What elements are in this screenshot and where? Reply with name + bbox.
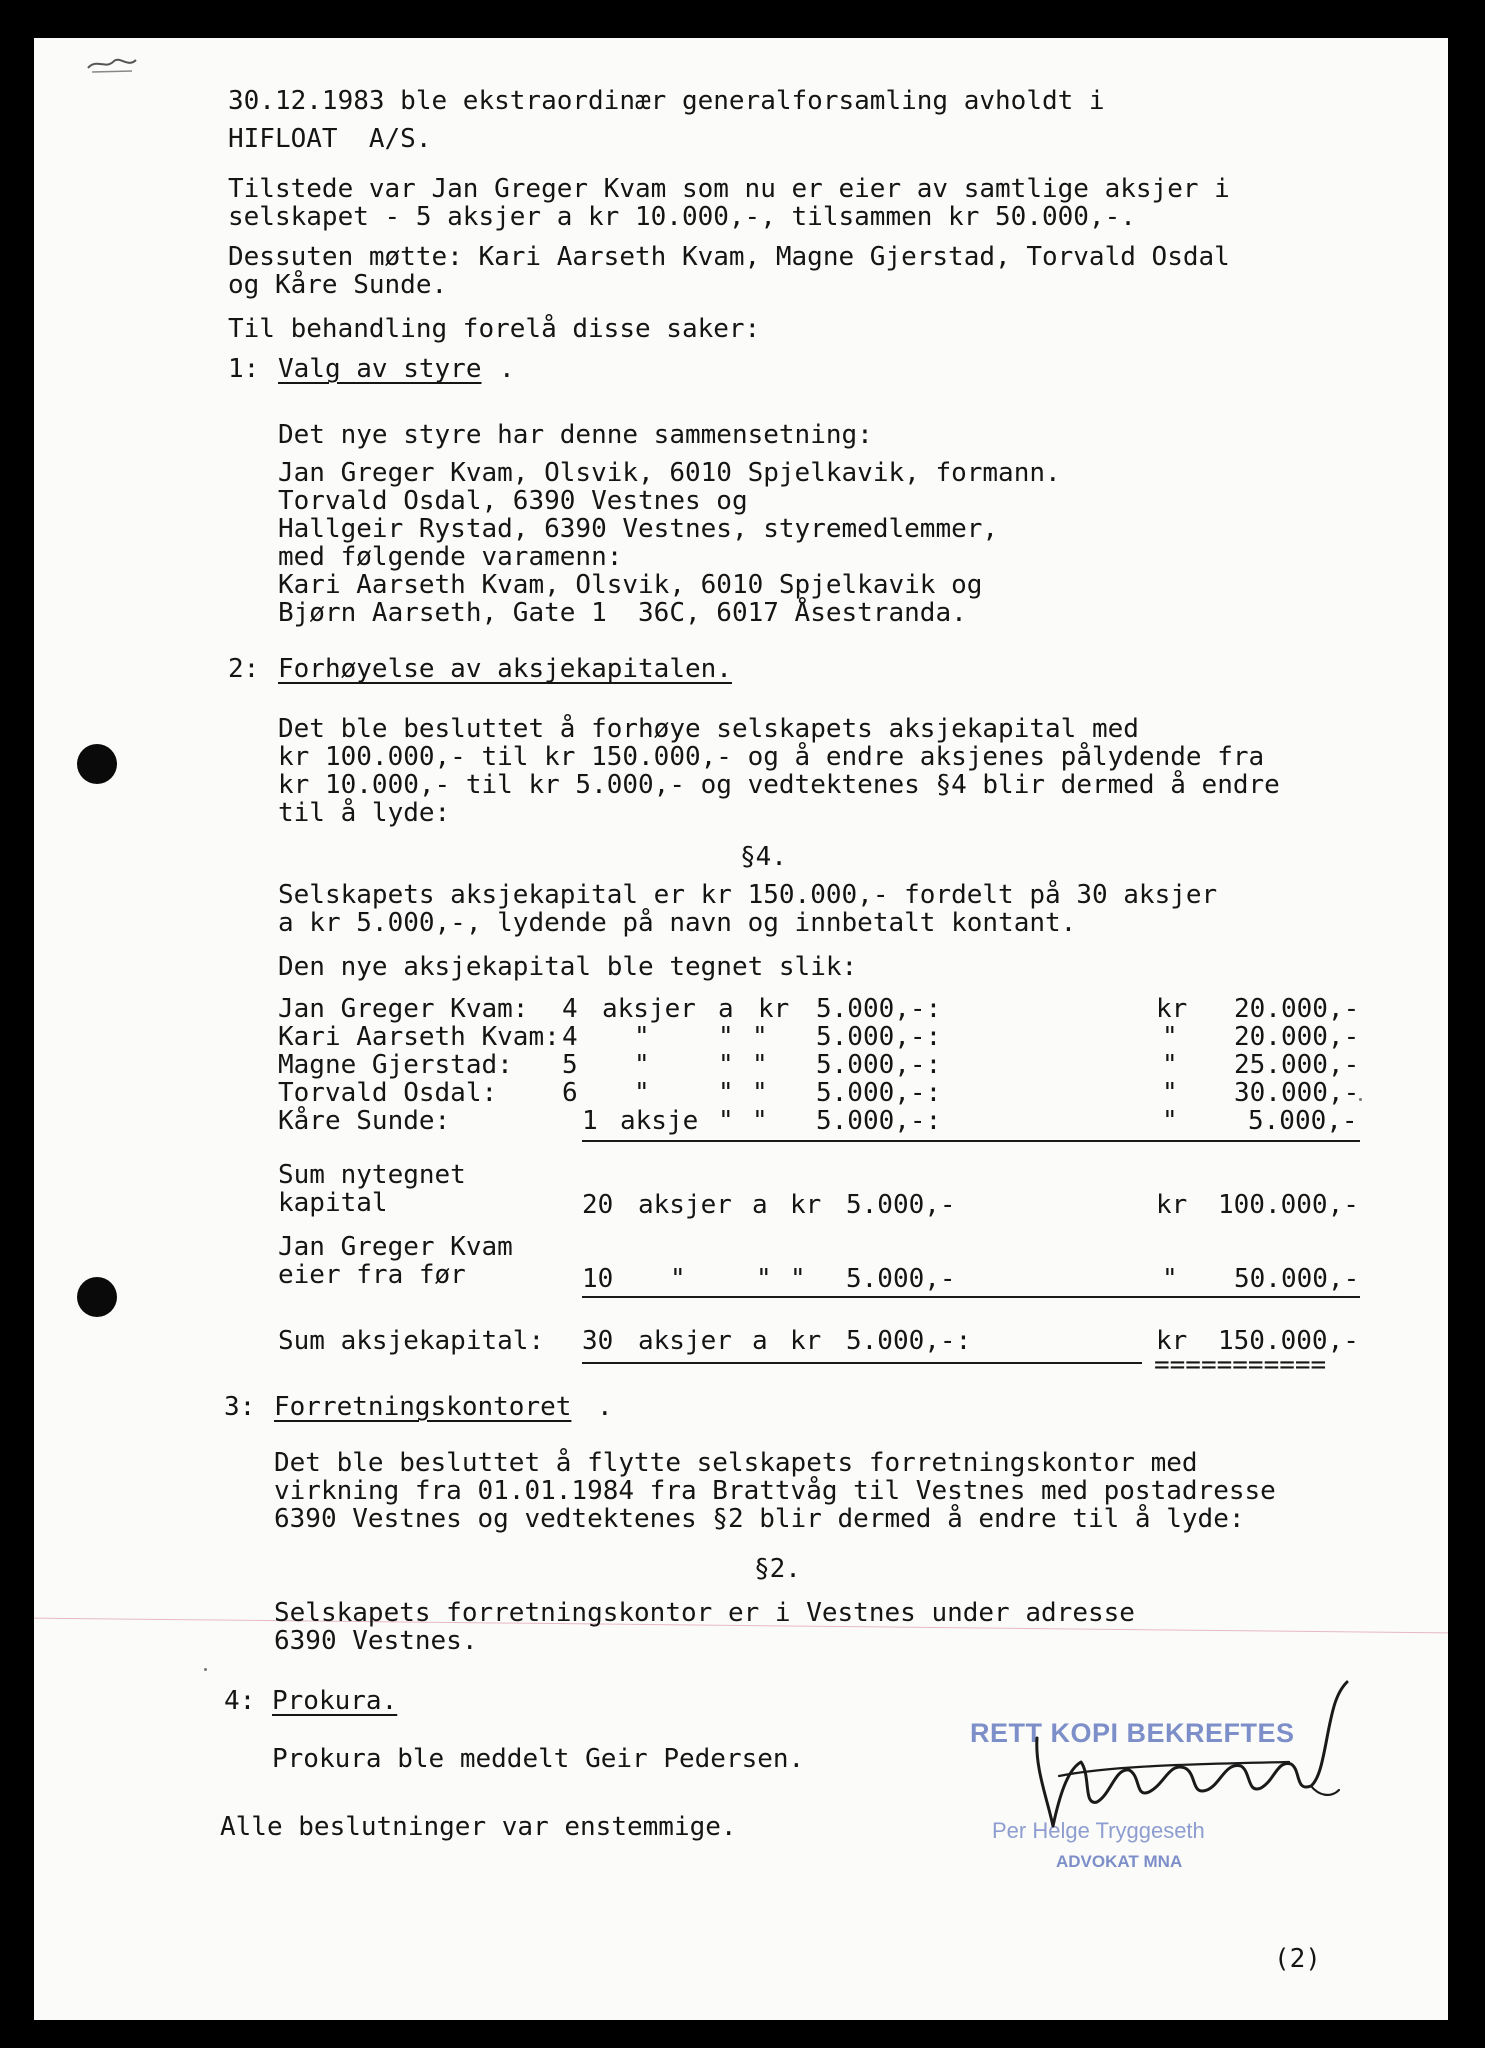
section-text: 6390 Vestnes. <box>274 1626 478 1656</box>
share-price: 5.000,-: <box>816 1050 942 1080</box>
total-label: Sum aksjekapital: <box>278 1326 545 1356</box>
amount-value: 25.000,- <box>1234 1050 1360 1080</box>
shareholder-name: Magne Gjerstad: <box>278 1050 513 1080</box>
share-unit: " <box>634 1050 650 1080</box>
share-price: 5.000,-: <box>816 1022 942 1052</box>
section-text: Selskapets forretningskontor er i Vestnes under adresse <box>274 1598 1135 1628</box>
prior-label: eier fra før <box>278 1260 466 1290</box>
paper-speck <box>204 1668 207 1671</box>
board-member-line: Kari Aarseth Kvam, Olsvik, 6010 Spjelkavik og <box>278 570 983 600</box>
share-unit: " <box>634 1022 650 1052</box>
shareholder-name: Torvald Osdal: <box>278 1078 498 1108</box>
intro-line: Til behandling forelå disse saker: <box>228 314 761 344</box>
amount-value: 100.000,- <box>1218 1190 1359 1220</box>
share-kr: " <box>752 1050 768 1080</box>
share-count: 1 <box>582 1106 598 1136</box>
share-a: a <box>718 994 734 1024</box>
board-member-line: Hallgeir Rystad, 6390 Vestnes, styremedlemmer, <box>278 514 999 544</box>
sum-label: Sum nytegnet <box>278 1160 466 1190</box>
intro-line: selskapet - 5 aksjer a kr 10.000,-, tilsammen kr 50.000,-. <box>228 202 1136 232</box>
company-name: HIFLOAT A/S. <box>228 124 432 154</box>
stamp-lawyer-name: Per Helge Tryggeseth <box>992 1818 1205 1843</box>
board-member-line: Jan Greger Kvam, Olsvik, 6010 Spjelkavik, formann. <box>278 458 1061 488</box>
item-text: Det ble besluttet å forhøye selskapets aksjekapital med <box>278 714 1139 744</box>
share-price: 5.000,-: <box>816 994 942 1024</box>
shareholder-name: Jan Greger Kvam: <box>278 994 529 1024</box>
item-heading: Forretningskontoret <box>274 1392 572 1422</box>
intro-line: og Kåre Sunde. <box>228 270 448 300</box>
page-number: (2) <box>1274 1944 1321 1974</box>
amount-currency: " <box>1162 1264 1178 1294</box>
item-number: 3: <box>224 1392 256 1422</box>
shareholder-name: Kåre Sunde: <box>278 1106 451 1136</box>
share-kr: kr <box>758 994 790 1024</box>
board-member-line: Bjørn Aarseth, Gate 1 36C, 6017 Åsestranda. <box>278 598 967 628</box>
amount-currency: kr <box>1156 1326 1188 1356</box>
intro-line: Tilstede var Jan Greger Kvam som nu er eier av samtlige aksjer i <box>228 174 1230 204</box>
heading-period: . <box>597 1392 613 1422</box>
subtotal-rule <box>582 1296 1360 1298</box>
item-text: 6390 Vestnes og vedtektenes §2 blir dermed å endre til å lyde: <box>274 1504 1245 1534</box>
share-a: " <box>718 1022 734 1052</box>
share-unit: aksjer <box>638 1326 732 1356</box>
section-text: Selskapets aksjekapital er kr 150.000,- fordelt på 30 aksjer <box>278 880 1218 910</box>
punch-hole <box>77 744 117 784</box>
item-heading: Prokura. <box>272 1686 398 1716</box>
handwritten-signature <box>989 1680 1369 1850</box>
item-text: virkning fra 01.01.1984 fra Brattvåg til Vestnes med postadresse <box>274 1476 1276 1506</box>
amount-value: 5.000,- <box>1248 1106 1358 1136</box>
share-unit: " <box>634 1078 650 1108</box>
section-mark: §2. <box>754 1554 801 1584</box>
share-kr: kr <box>790 1326 822 1356</box>
paper-speck <box>1359 1098 1362 1101</box>
amount-value: 30.000,- <box>1234 1078 1360 1108</box>
share-price: 5.000,-: <box>816 1106 942 1136</box>
share-unit: " <box>670 1264 686 1294</box>
corner-scribble-mark <box>84 52 140 74</box>
amount-currency: kr <box>1156 994 1188 1024</box>
double-underline: =========== <box>1154 1350 1327 1380</box>
heading-period: . <box>499 354 515 384</box>
shareholder-name: Kari Aarseth Kvam: <box>278 1022 560 1052</box>
share-price: 5.000,- <box>846 1264 956 1294</box>
share-a: a <box>752 1326 768 1356</box>
table-intro: Den nye aksjekapital ble tegnet slik: <box>278 952 858 982</box>
share-count: 10 <box>582 1264 614 1294</box>
share-kr: " <box>752 1078 768 1108</box>
board-member-line: Torvald Osdal, 6390 Vestnes og <box>278 486 748 516</box>
share-unit: aksje <box>620 1106 699 1136</box>
share-a: a <box>752 1190 768 1220</box>
stamp-lawyer-title: ADVOKAT MNA <box>1056 1852 1183 1871</box>
subtotal-rule <box>582 1140 1360 1142</box>
amount-value: 50.000,- <box>1234 1264 1360 1294</box>
item-heading: Forhøyelse av aksjekapitalen. <box>278 654 732 684</box>
total-rule <box>582 1362 1142 1364</box>
share-price: 5.000,- <box>846 1190 956 1220</box>
board-member-line: med følgende varamenn: <box>278 542 623 572</box>
item-text: Prokura ble meddelt Geir Pedersen. <box>272 1744 805 1774</box>
item-text: kr 10.000,- til kr 5.000,- og vedtektenes §4 blir dermed å endre <box>278 770 1280 800</box>
item-text: til å lyde: <box>278 798 451 828</box>
share-count: 20 <box>582 1190 614 1220</box>
item-number: 2: <box>228 654 260 684</box>
share-kr: kr <box>790 1190 822 1220</box>
prior-label: Jan Greger Kvam <box>278 1232 513 1262</box>
amount-currency: kr <box>1156 1190 1188 1220</box>
punch-hole <box>77 1277 117 1317</box>
item-heading: Valg av styre <box>278 354 482 384</box>
share-price: 5.000,-: <box>816 1078 942 1108</box>
intro-line: 30.12.1983 ble ekstraordinær generalforsamling avholdt i <box>228 86 1105 116</box>
item-text: Det nye styre har denne sammensetning: <box>278 420 873 450</box>
item-number: 4: <box>224 1686 256 1716</box>
share-count: 30 <box>582 1326 614 1356</box>
section-text: a kr 5.000,-, lydende på navn og innbetalt kontant. <box>278 908 1077 938</box>
stamp-certified-copy: RETT KOPI BEKREFTES <box>970 1718 1295 1748</box>
document-page <box>34 38 1448 2020</box>
share-kr: " <box>752 1106 768 1136</box>
share-count: 4 <box>562 994 578 1024</box>
share-unit: aksjer <box>638 1190 732 1220</box>
amount-currency: " <box>1162 1022 1178 1052</box>
amount-currency: " <box>1162 1106 1178 1136</box>
sum-label: kapital <box>278 1188 388 1218</box>
item-number: 1: <box>228 354 260 384</box>
share-a: " <box>718 1078 734 1108</box>
share-count: 5 <box>562 1050 578 1080</box>
share-count: 6 <box>562 1078 578 1108</box>
amount-currency: " <box>1162 1050 1178 1080</box>
share-price: 5.000,-: <box>846 1326 972 1356</box>
share-count: 4 <box>562 1022 578 1052</box>
share-a: " <box>718 1050 734 1080</box>
section-mark: §4. <box>740 842 787 872</box>
share-unit: aksjer <box>602 994 696 1024</box>
share-kr: " <box>790 1264 806 1294</box>
share-a: " <box>756 1264 772 1294</box>
amount-value: 20.000,- <box>1234 994 1360 1024</box>
item-text: kr 100.000,- til kr 150.000,- og å endre aksjenes pålydende fra <box>278 742 1265 772</box>
item-text: Det ble besluttet å flytte selskapets forretningskontor med <box>274 1448 1198 1478</box>
amount-value: 150.000,- <box>1218 1326 1359 1356</box>
share-a: " <box>718 1106 734 1136</box>
amount-value: 20.000,- <box>1234 1022 1360 1052</box>
closing-statement: Alle beslutninger var enstemmige. <box>220 1812 737 1842</box>
intro-line: Dessuten møtte: Kari Aarseth Kvam, Magne Gjerstad, Torvald Osdal <box>228 242 1230 272</box>
amount-currency: " <box>1162 1078 1178 1108</box>
share-kr: " <box>752 1022 768 1052</box>
